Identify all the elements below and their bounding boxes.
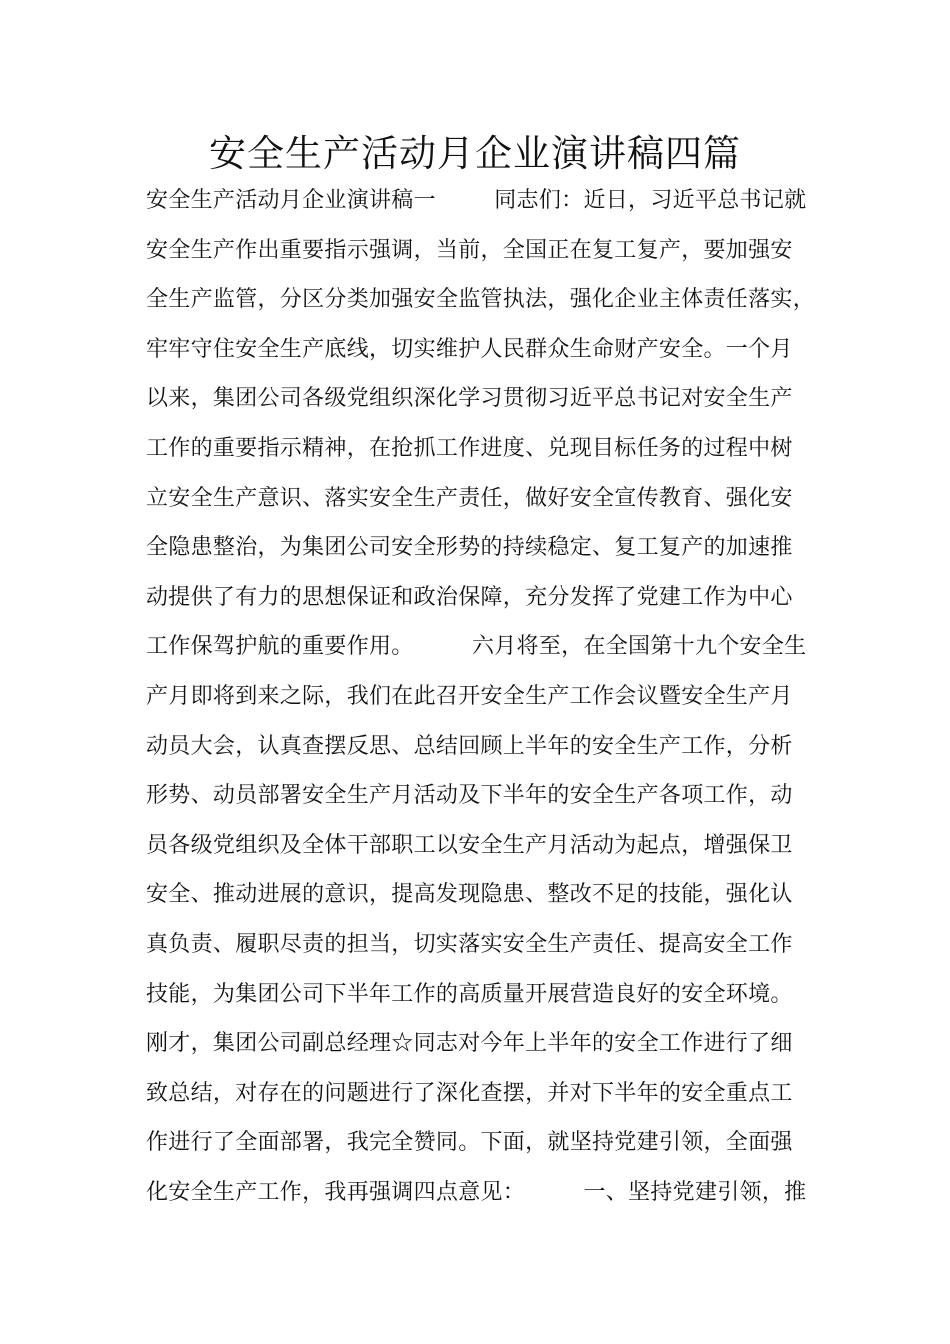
body-line: 牢牢守住安全生产底线，切实维护人民群众生命财产安全。一个月 <box>146 336 793 362</box>
body-line: 形势、动员部署安全生产月活动及下半年的安全生产各项工作，动 <box>146 783 793 809</box>
body-line: 立安全生产意识、落实安全生产责任，做好安全宣传教育、强化安 <box>146 485 793 511</box>
body-line: 工作的重要指示精神，在抢抓工作进度、兑现目标任务的过程中树 <box>146 435 793 461</box>
body-line: 安全、推动进展的意识，提高发现隐患、整改不足的技能，强化认 <box>146 882 793 908</box>
body-line: 刚才，集团公司副总经理☆同志对今年上半年的安全工作进行了细 <box>146 1031 793 1057</box>
body-line: 以来，集团公司各级党组织深化学习贯彻习近平总书记对安全生产 <box>146 386 793 412</box>
body-line: 动提供了有力的思想保证和政治保障，充分发挥了党建工作为中心 <box>146 584 793 610</box>
body-line: 员各级党组织及全体干部职工以安全生产月活动为起点，增强保卫 <box>146 832 793 858</box>
body-line: 真负责、履职尽责的担当，切实落实安全生产责任、提高安全工作 <box>146 931 793 957</box>
body-line: 致总结，对存在的问题进行了深化查摆，并对下半年的安全重点工 <box>146 1080 793 1106</box>
document-title: 安全生产活动月企业演讲稿四篇 <box>209 132 741 175</box>
body-line: 动员大会，认真查摆反思、总结回顾上半年的安全生产工作，分析 <box>146 733 793 759</box>
body-line: 技能，为集团公司下半年工作的高质量开展营造良好的安全环境。 <box>146 981 793 1007</box>
document-body <box>146 176 836 1217</box>
body-line: 全隐患整治，为集团公司安全形势的持续稳定、复工复产的加速推 <box>146 535 793 561</box>
body-line: 安全生产活动月企业演讲稿一 同志们：近日，习近平总书记就 <box>146 188 807 213</box>
body-line: 安全生产作出重要指示强调，当前，全国正在复工复产，要加强安 <box>146 237 793 263</box>
body-line: 化安全生产工作，我再强调四点意见： 一、坚持党建引领，推 <box>146 1179 807 1205</box>
body-line: 产月即将到来之际，我们在此召开安全生产工作会议暨安全生产月 <box>146 683 793 709</box>
body-line: 工作保驾护航的重要作用。 六月将至，在全国第十九个安全生 <box>146 634 807 660</box>
body-line: 全生产监管，分区分类加强安全监管执法，强化企业主体责任落实， <box>146 287 816 313</box>
body-line: 作进行了全面部署，我完全赞同。下面，就坚持党建引领，全面强 <box>146 1130 793 1156</box>
